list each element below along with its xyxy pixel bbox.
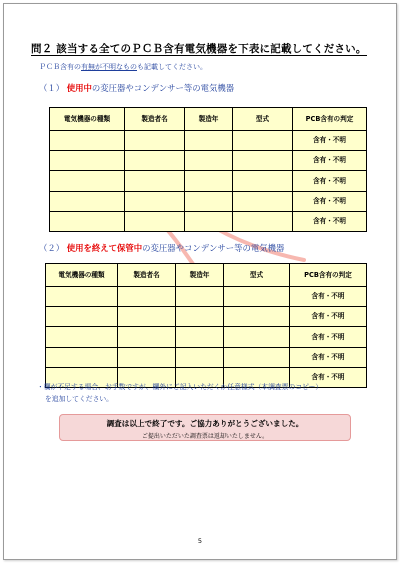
table-row	[46, 327, 367, 347]
header-pcb-judgement: PCB含有の判定	[290, 264, 367, 287]
table-row	[46, 287, 367, 307]
table-row	[50, 191, 367, 211]
table-row	[46, 347, 367, 367]
section-2-rest: の変圧器やコンデンサー等の電気機器	[142, 243, 285, 253]
table-header-row	[50, 108, 367, 131]
table-row	[50, 131, 367, 151]
cell-manufacturer[interactable]	[125, 191, 185, 211]
header-model: 型式	[233, 108, 293, 131]
cell-model[interactable]	[224, 347, 290, 367]
cell-pcb-judgement[interactable]: 含有・不明	[290, 307, 367, 327]
section-2-heading	[39, 242, 284, 254]
cell-manufacture-year[interactable]	[185, 191, 233, 211]
cell-model[interactable]	[233, 211, 293, 231]
section-1-highlight: 使用中	[66, 83, 92, 93]
cell-manufacture-year[interactable]	[176, 347, 224, 367]
header-manufacture-year: 製造年	[185, 108, 233, 131]
cell-manufacturer[interactable]	[125, 171, 185, 191]
cell-manufacture-year[interactable]	[176, 327, 224, 347]
cell-pcb-judgement[interactable]: 含有・不明	[293, 171, 367, 191]
table-in-use	[49, 107, 367, 232]
cell-model[interactable]	[224, 287, 290, 307]
cell-pcb-judgement[interactable]: 含有・不明	[293, 191, 367, 211]
document-page	[3, 3, 397, 560]
cell-equipment-type[interactable]	[50, 171, 125, 191]
section-1-prefix: （１）	[39, 83, 65, 93]
cell-manufacture-year[interactable]	[185, 131, 233, 151]
cell-manufacturer[interactable]	[125, 211, 185, 231]
table-stored-body	[46, 264, 367, 388]
footnote-line-1: ・欄が不足する場合、お手数ですが、欄外にご記入いただくか任意様式（本調査票のコピー）	[37, 383, 323, 391]
header-pcb-judgement: PCB含有の判定	[293, 108, 367, 131]
note-suffix: も記載してください。	[137, 63, 207, 71]
cell-manufacturer[interactable]	[118, 287, 176, 307]
cell-equipment-type[interactable]	[46, 347, 118, 367]
cell-manufacture-year[interactable]	[176, 307, 224, 327]
cell-model[interactable]	[233, 151, 293, 171]
question-title: 問２ 該当する全てのＰＣＢ含有電気機器を下表に記載してください。	[31, 43, 367, 55]
section-1-rest: の変圧器やコンデンサー等の電気機器	[91, 83, 235, 93]
cell-equipment-type[interactable]	[50, 191, 125, 211]
header-manufacture-year: 製造年	[176, 264, 224, 287]
cell-manufacturer[interactable]	[125, 151, 185, 171]
page-number: 5	[197, 537, 203, 545]
cell-manufacturer[interactable]	[125, 131, 185, 151]
closing-line-2: ご提出いただいた調査票は返却いたしません。	[141, 433, 269, 440]
table-row	[50, 171, 367, 191]
section-2-highlight: 使用を終えて保管中	[66, 243, 143, 253]
cell-pcb-judgement[interactable]: 含有・不明	[290, 287, 367, 307]
cell-manufacture-year[interactable]	[185, 211, 233, 231]
cell-pcb-judgement[interactable]: 含有・不明	[290, 367, 367, 387]
table-in-use-body	[50, 108, 367, 232]
header-manufacturer: 製造者名	[125, 108, 185, 131]
cell-equipment-type[interactable]	[46, 307, 118, 327]
footnote	[37, 382, 322, 405]
cell-manufacturer[interactable]	[118, 327, 176, 347]
cell-pcb-judgement[interactable]: 含有・不明	[290, 347, 367, 367]
instruction-note	[39, 62, 207, 72]
table-row	[50, 151, 367, 171]
table-stored	[45, 263, 367, 388]
header-equipment-type: 電気機器の種類	[50, 108, 125, 131]
section-2-prefix: （２）	[39, 243, 65, 253]
section-1-heading	[39, 82, 234, 94]
cell-pcb-judgement[interactable]: 含有・不明	[293, 151, 367, 171]
table-row	[50, 211, 367, 231]
cell-model[interactable]	[233, 171, 293, 191]
cell-model[interactable]	[233, 191, 293, 211]
table-header-row	[46, 264, 367, 287]
cell-pcb-judgement[interactable]: 含有・不明	[290, 327, 367, 347]
header-manufacturer: 製造者名	[118, 264, 176, 287]
cell-manufacture-year[interactable]	[185, 151, 233, 171]
cell-model[interactable]	[224, 327, 290, 347]
note-prefix: ＰＣＢ含有の	[39, 63, 81, 71]
footnote-line-2: を追加してください。	[45, 394, 113, 403]
cell-pcb-judgement[interactable]: 含有・不明	[293, 211, 367, 231]
cell-manufacturer[interactable]	[118, 307, 176, 327]
cell-model[interactable]	[224, 307, 290, 327]
title-underline	[31, 55, 367, 56]
cell-pcb-judgement[interactable]: 含有・不明	[293, 131, 367, 151]
cell-equipment-type[interactable]	[46, 327, 118, 347]
cell-manufacturer[interactable]	[118, 347, 176, 367]
cell-model[interactable]	[233, 131, 293, 151]
cell-equipment-type[interactable]	[46, 287, 118, 307]
header-model: 型式	[224, 264, 290, 287]
note-underlined: 有無が不明なもの	[81, 63, 137, 71]
closing-line-1: 調査は以上で終了です。ご協力ありがとうございました。	[106, 419, 304, 428]
cell-equipment-type[interactable]	[50, 151, 125, 171]
table-row	[46, 307, 367, 327]
header-equipment-type: 電気機器の種類	[46, 264, 118, 287]
cell-manufacture-year[interactable]	[185, 171, 233, 191]
cell-manufacture-year[interactable]	[176, 287, 224, 307]
cell-equipment-type[interactable]	[50, 131, 125, 151]
cell-equipment-type[interactable]	[50, 211, 125, 231]
closing-message-box	[59, 414, 351, 441]
